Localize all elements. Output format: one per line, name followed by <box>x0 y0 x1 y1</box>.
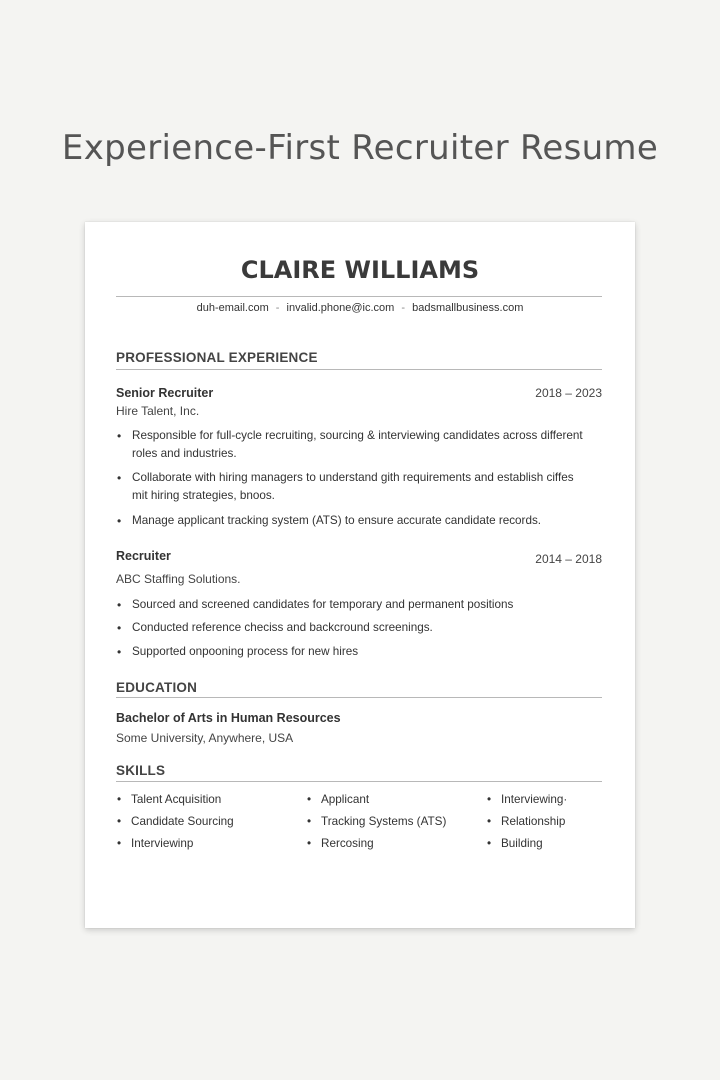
list-item: • Sourced and screened candidates for temporary and permanent positions <box>116 596 592 614</box>
job-company: Hire Talent, Inc. <box>116 404 200 418</box>
degree: Bachelor of Arts in Human Resources <box>116 711 341 725</box>
school: Some University, Anywhere, USA <box>116 731 294 745</box>
skill-item: • Interviewinp <box>116 837 193 850</box>
contact-email: duh-email.com <box>196 302 269 314</box>
skill-item: • Tracking Systems (ATS) <box>306 815 446 828</box>
skills-divider <box>116 781 602 782</box>
skills-heading: SKILLS <box>116 763 166 778</box>
resume-sheet <box>85 222 635 928</box>
contact-separator: - <box>275 302 280 314</box>
skill-item: • Building <box>486 837 543 850</box>
header-divider <box>116 296 602 297</box>
list-item: • Collaborate with hiring managers to understand gith requirements and establish ciffes mit hiring strategies, bnoos. <box>116 469 592 505</box>
skill-item: • Relationship <box>486 815 565 828</box>
contact-separator: - <box>401 302 406 314</box>
candidate-name: CLAIRE WILLIAMS <box>240 256 480 284</box>
list-item: • Conducted reference checiss and backcround screenings. <box>116 619 592 637</box>
job-dates: 2018 – 2023 <box>535 386 602 400</box>
experience-heading: PROFESSIONAL EXPERIENCE <box>116 350 318 365</box>
skill-item: • Rercosing <box>306 837 374 850</box>
education-divider <box>116 697 602 698</box>
contact-line <box>85 302 635 314</box>
job-dates: 2014 – 2018 <box>535 552 602 566</box>
job-company: ABC Staffing Solutions. <box>116 572 241 586</box>
job-title: Senior Recruiter <box>116 386 214 400</box>
skill-item: • Talent Acquisition <box>116 793 221 806</box>
list-item: • Responsible for full-cycle recruiting, sourcing & interviewing candidates across different roles and industries. <box>116 427 592 463</box>
experience-divider <box>116 369 602 370</box>
page-title: Experience-First Recruiter Resume <box>61 128 659 168</box>
skill-item: • Applicant <box>306 793 369 806</box>
list-item: • Manage applicant tracking system (ATS) to ensure accurate candidate records. <box>116 512 592 530</box>
skill-item: • Interviewing· <box>486 793 567 806</box>
contact-website: badsmallbusiness.com <box>412 302 524 314</box>
job-title: Recruiter <box>116 549 171 563</box>
skill-item: • Candidate Sourcing <box>116 815 234 828</box>
education-heading: EDUCATION <box>116 680 198 695</box>
list-item: • Supported onpooning process for new hires <box>116 643 592 661</box>
contact-phone: invalid.phone@ic.com <box>286 302 395 314</box>
